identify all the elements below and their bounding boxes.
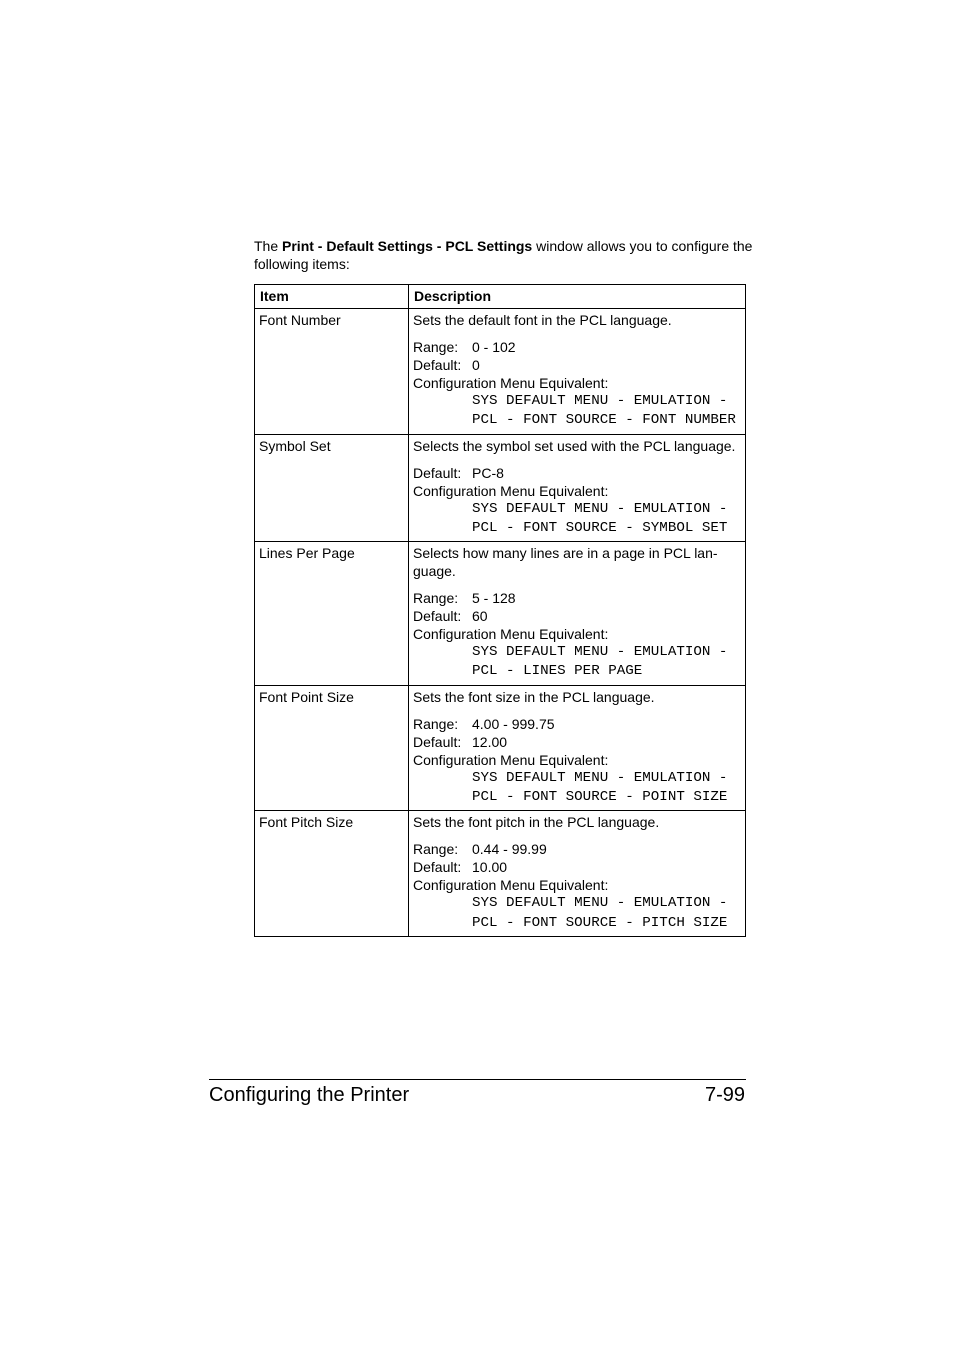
menu-equivalent-path: SYS DEFAULT MENU - EMULATION - PCL - FONT SOURCE - SYMBOL SET — [472, 500, 728, 536]
field-label: Default: — [413, 464, 462, 481]
intro-paragraph — [254, 237, 754, 273]
menu-equivalent-path: SYS DEFAULT MENU - EMULATION - PCL - FONT SOURCE - FONT NUMBER — [472, 393, 736, 429]
menu-equivalent-path: SYS DEFAULT MENU - EMULATION - PCL - FONT SOURCE - PITCH SIZE — [472, 895, 728, 931]
item-cell: Symbol Set — [255, 434, 409, 542]
intro-prefix: The — [254, 238, 283, 254]
item-cell: Font Pitch Size — [255, 811, 409, 937]
field-value: 10.00 — [472, 859, 508, 876]
description-summary: Sets the default font in the PCL language. — [413, 312, 672, 328]
setting-field — [413, 715, 743, 733]
description-cell — [409, 542, 746, 686]
field-value: 0.44 - 99.99 — [472, 841, 547, 858]
header-item: Item — [255, 285, 409, 309]
description-cell — [409, 434, 746, 542]
table-row — [255, 542, 746, 686]
item-cell: Font Number — [255, 309, 409, 435]
intro-window-name: Print - Default Settings - PCL Settings — [282, 238, 533, 254]
table-row — [255, 309, 746, 435]
setting-field — [413, 356, 743, 374]
description-cell — [409, 309, 746, 435]
table-row — [255, 811, 746, 937]
description-summary: Selects how many lines are in a page in PCL lan-guage. — [413, 545, 718, 580]
menu-equivalent-path: SYS DEFAULT MENU - EMULATION - PCL - FONT SOURCE - POINT SIZE — [472, 769, 728, 806]
header-description: Description — [409, 285, 746, 309]
menu-equivalent-label: Configuration Menu Equivalent: — [413, 626, 609, 643]
setting-field — [413, 607, 743, 625]
menu-equivalent-label: Configuration Menu Equivalent: — [413, 375, 609, 391]
setting-field — [413, 858, 743, 876]
setting-field — [413, 840, 743, 858]
menu-equivalent-label: Configuration Menu Equivalent: — [413, 751, 609, 768]
menu-equivalent-label: Configuration Menu Equivalent: — [413, 877, 609, 894]
description-summary: Sets the font size in the PCL language. — [413, 688, 655, 705]
field-label: Range: — [413, 590, 459, 607]
setting-field — [413, 338, 743, 356]
description-cell — [409, 811, 746, 937]
table-header-row — [255, 285, 746, 309]
field-value: 60 — [472, 608, 488, 625]
footer-rule — [209, 1079, 746, 1080]
item-cell: Lines Per Page — [255, 542, 409, 686]
field-label: Default: — [413, 357, 462, 373]
footer-section-title: Configuring the Printer — [209, 1084, 410, 1106]
field-value: 12.00 — [472, 733, 508, 750]
pcl-settings-table — [254, 284, 746, 937]
setting-field — [413, 733, 743, 751]
menu-equivalent-label: Configuration Menu Equivalent: — [413, 482, 609, 499]
footer-page-number: 7-99 — [704, 1084, 745, 1106]
setting-field — [413, 589, 743, 607]
item-cell: Font Point Size — [255, 685, 409, 811]
description-summary: Sets the font pitch in the PCL language. — [413, 814, 660, 831]
field-label: Default: — [413, 859, 462, 876]
field-value: PC-8 — [472, 464, 504, 481]
field-value: 5 - 128 — [472, 590, 516, 607]
description-summary: Selects the symbol set used with the PCL language. — [413, 437, 736, 454]
description-cell — [409, 685, 746, 811]
table-row — [255, 685, 746, 811]
field-label: Range: — [413, 841, 459, 858]
menu-equivalent-path: SYS DEFAULT MENU - EMULATION - PCL - LINES PER PAGE — [472, 644, 728, 680]
field-label: Default: — [413, 608, 462, 625]
intro-suffix: window allows you to configure the following items: — [254, 238, 753, 272]
field-label: Range: — [413, 715, 459, 732]
field-value: 4.00 - 999.75 — [472, 715, 555, 732]
field-value: 0 - 102 — [472, 339, 516, 355]
field-label: Default: — [413, 733, 462, 750]
field-value: 0 — [472, 357, 480, 373]
field-label: Range: — [413, 339, 459, 355]
table-row — [255, 434, 746, 542]
table-body — [255, 309, 746, 937]
setting-field — [413, 464, 743, 482]
